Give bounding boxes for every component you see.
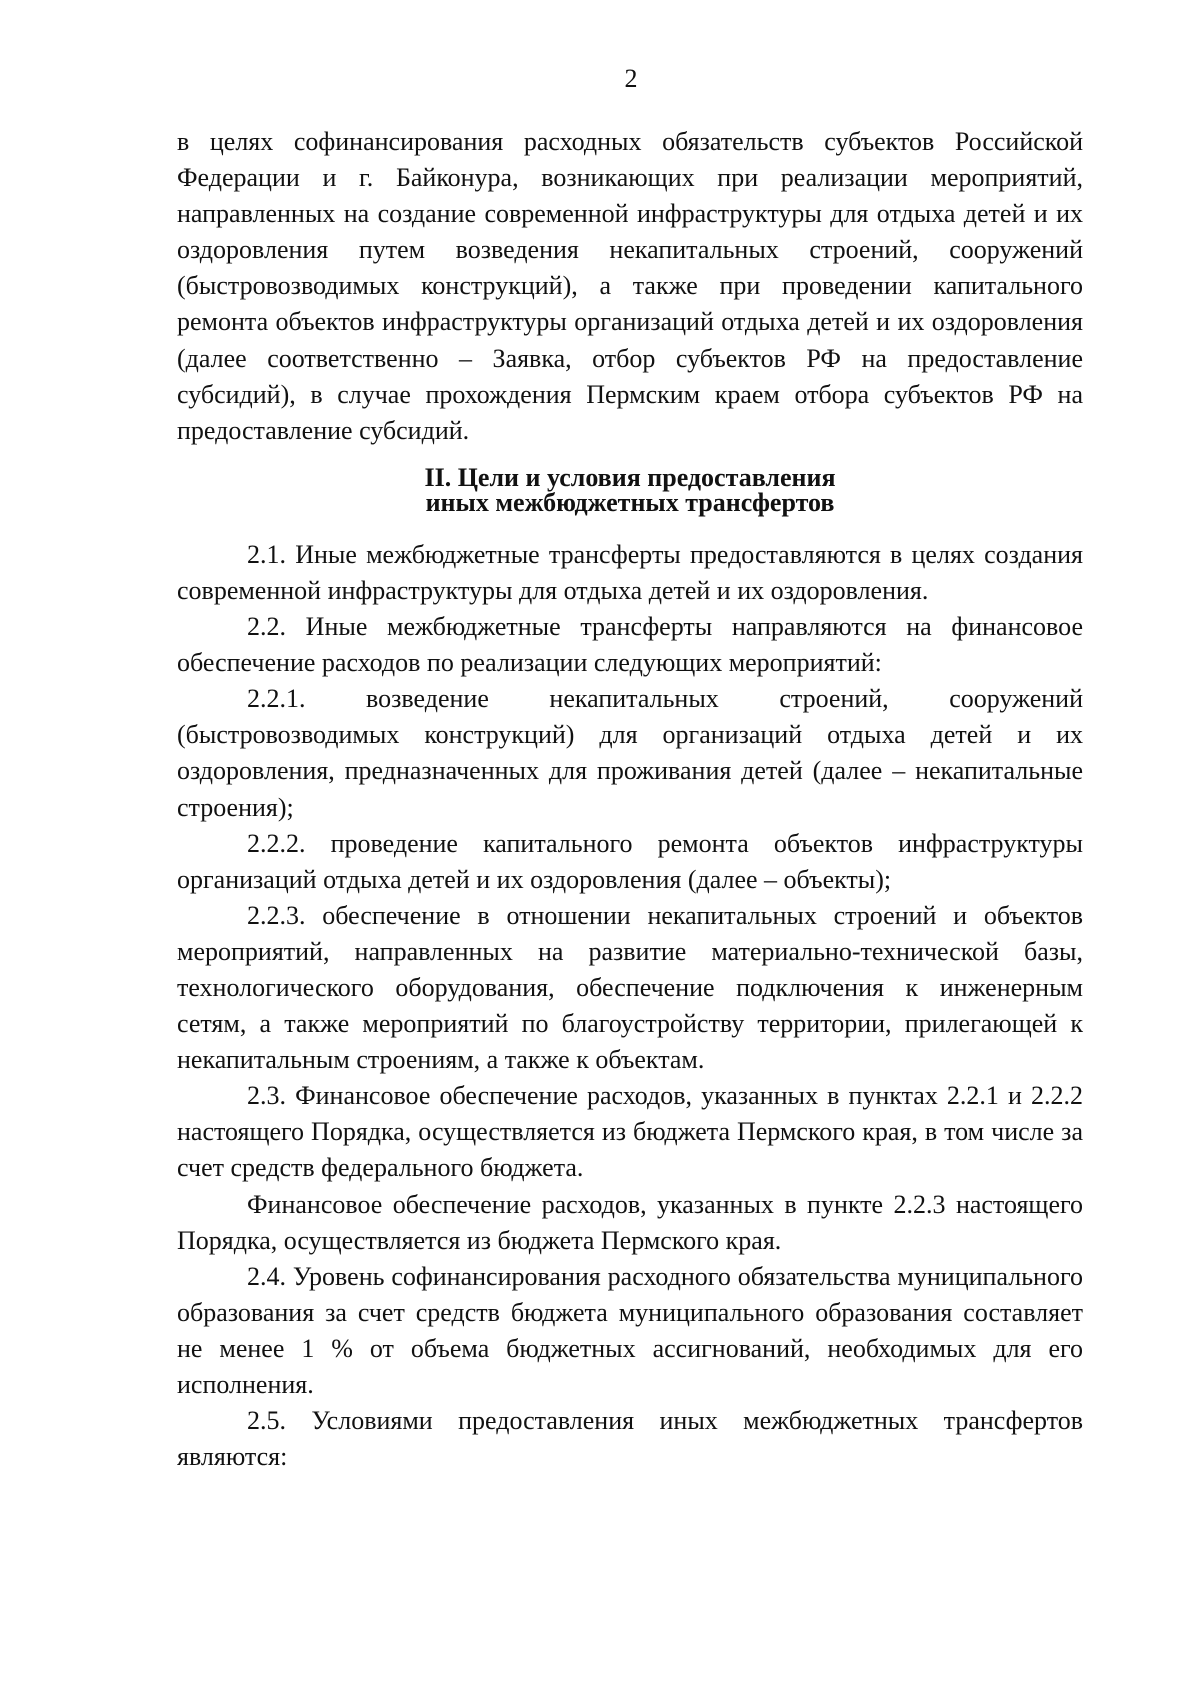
- paragraph-2-3: 2.3. Финансовое обеспечение расходов, указанных в пунктах 2.2.1 и 2.2.2 настоящего Порядка, осуществляется из бюджета Пермского края, в том числе за счет средств федерального бюджета.: [177, 1081, 1083, 1183]
- paragraph-2-3-continued: Финансовое обеспечение расходов, указанных в пункте 2.2.3 настоящего Порядка, осуществляется из бюджета Пермского края.: [177, 1189, 1083, 1255]
- section-heading: [177, 462, 1083, 517]
- paragraph-2-5: 2.5. Условиями предоставления иных межбюджетных трансфертов являются:: [177, 1406, 1083, 1472]
- section-heading-line-2: иных межбюджетных трансфертов: [425, 487, 835, 517]
- document-body: [177, 124, 1083, 1475]
- intro-paragraph: в целях софинансирования расходных обязательств субъектов Российской Федерации и г. Байконура, возникающих при реализации мероприятий, направленных на создание современной инфраструктуры для отдыха детей и их оздоровления путем возведения некапитальных строений, сооружений (быстровозводимых конструкций), а также при проведении капитального ремонта объектов инфраструктуры организаций отдыха детей и их оздоровления (далее соответственно – Заявка, отбор субъектов РФ на предоставление субсидий), в случае прохождения Пермским краем отбора субъектов РФ на предоставление субсидий.: [177, 127, 1083, 445]
- paragraph-2-2-2: 2.2.2. проведение капитального ремонта объектов инфраструктуры организаций отдыха детей и их оздоровления (далее – объекты);: [177, 828, 1083, 894]
- paragraph-2-4: 2.4. Уровень софинансирования расходного обязательства муниципального образования за счет средств бюджета муниципального образования составляет не менее 1 % от объема бюджетных ассигнований, необходимых для его исполнения.: [177, 1261, 1083, 1399]
- paragraph-2-2-1: 2.2.1. возведение некапитальных строений, сооружений (быстровозводимых конструкций) для организаций отдыха детей и их оздоровления, предназначенных для проживания детей (далее – некапитальные строения);: [177, 684, 1083, 822]
- paragraph-2-2-3: 2.2.3. обеспечение в отношении некапитальных строений и объектов мероприятий, направленных на развитие материально-технической базы, технологического оборудования, обеспечение подключения к инженерным сетям, а также мероприятий по благоустройству территории, прилегающей к некапитальным строениям, а также к объектам.: [177, 900, 1083, 1075]
- section-heading-line-1: II. Цели и условия предоставления: [424, 462, 836, 492]
- page-number: 2: [624, 64, 638, 93]
- paragraph-2-2: 2.2. Иные межбюджетные трансферты направляются на финансовое обеспечение расходов по реализации следующих мероприятий:: [177, 612, 1083, 678]
- paragraph-2-1: 2.1. Иные межбюджетные трансферты предоставляются в целях создания современной инфраструктуры для отдыха детей и их оздоровления.: [177, 539, 1083, 605]
